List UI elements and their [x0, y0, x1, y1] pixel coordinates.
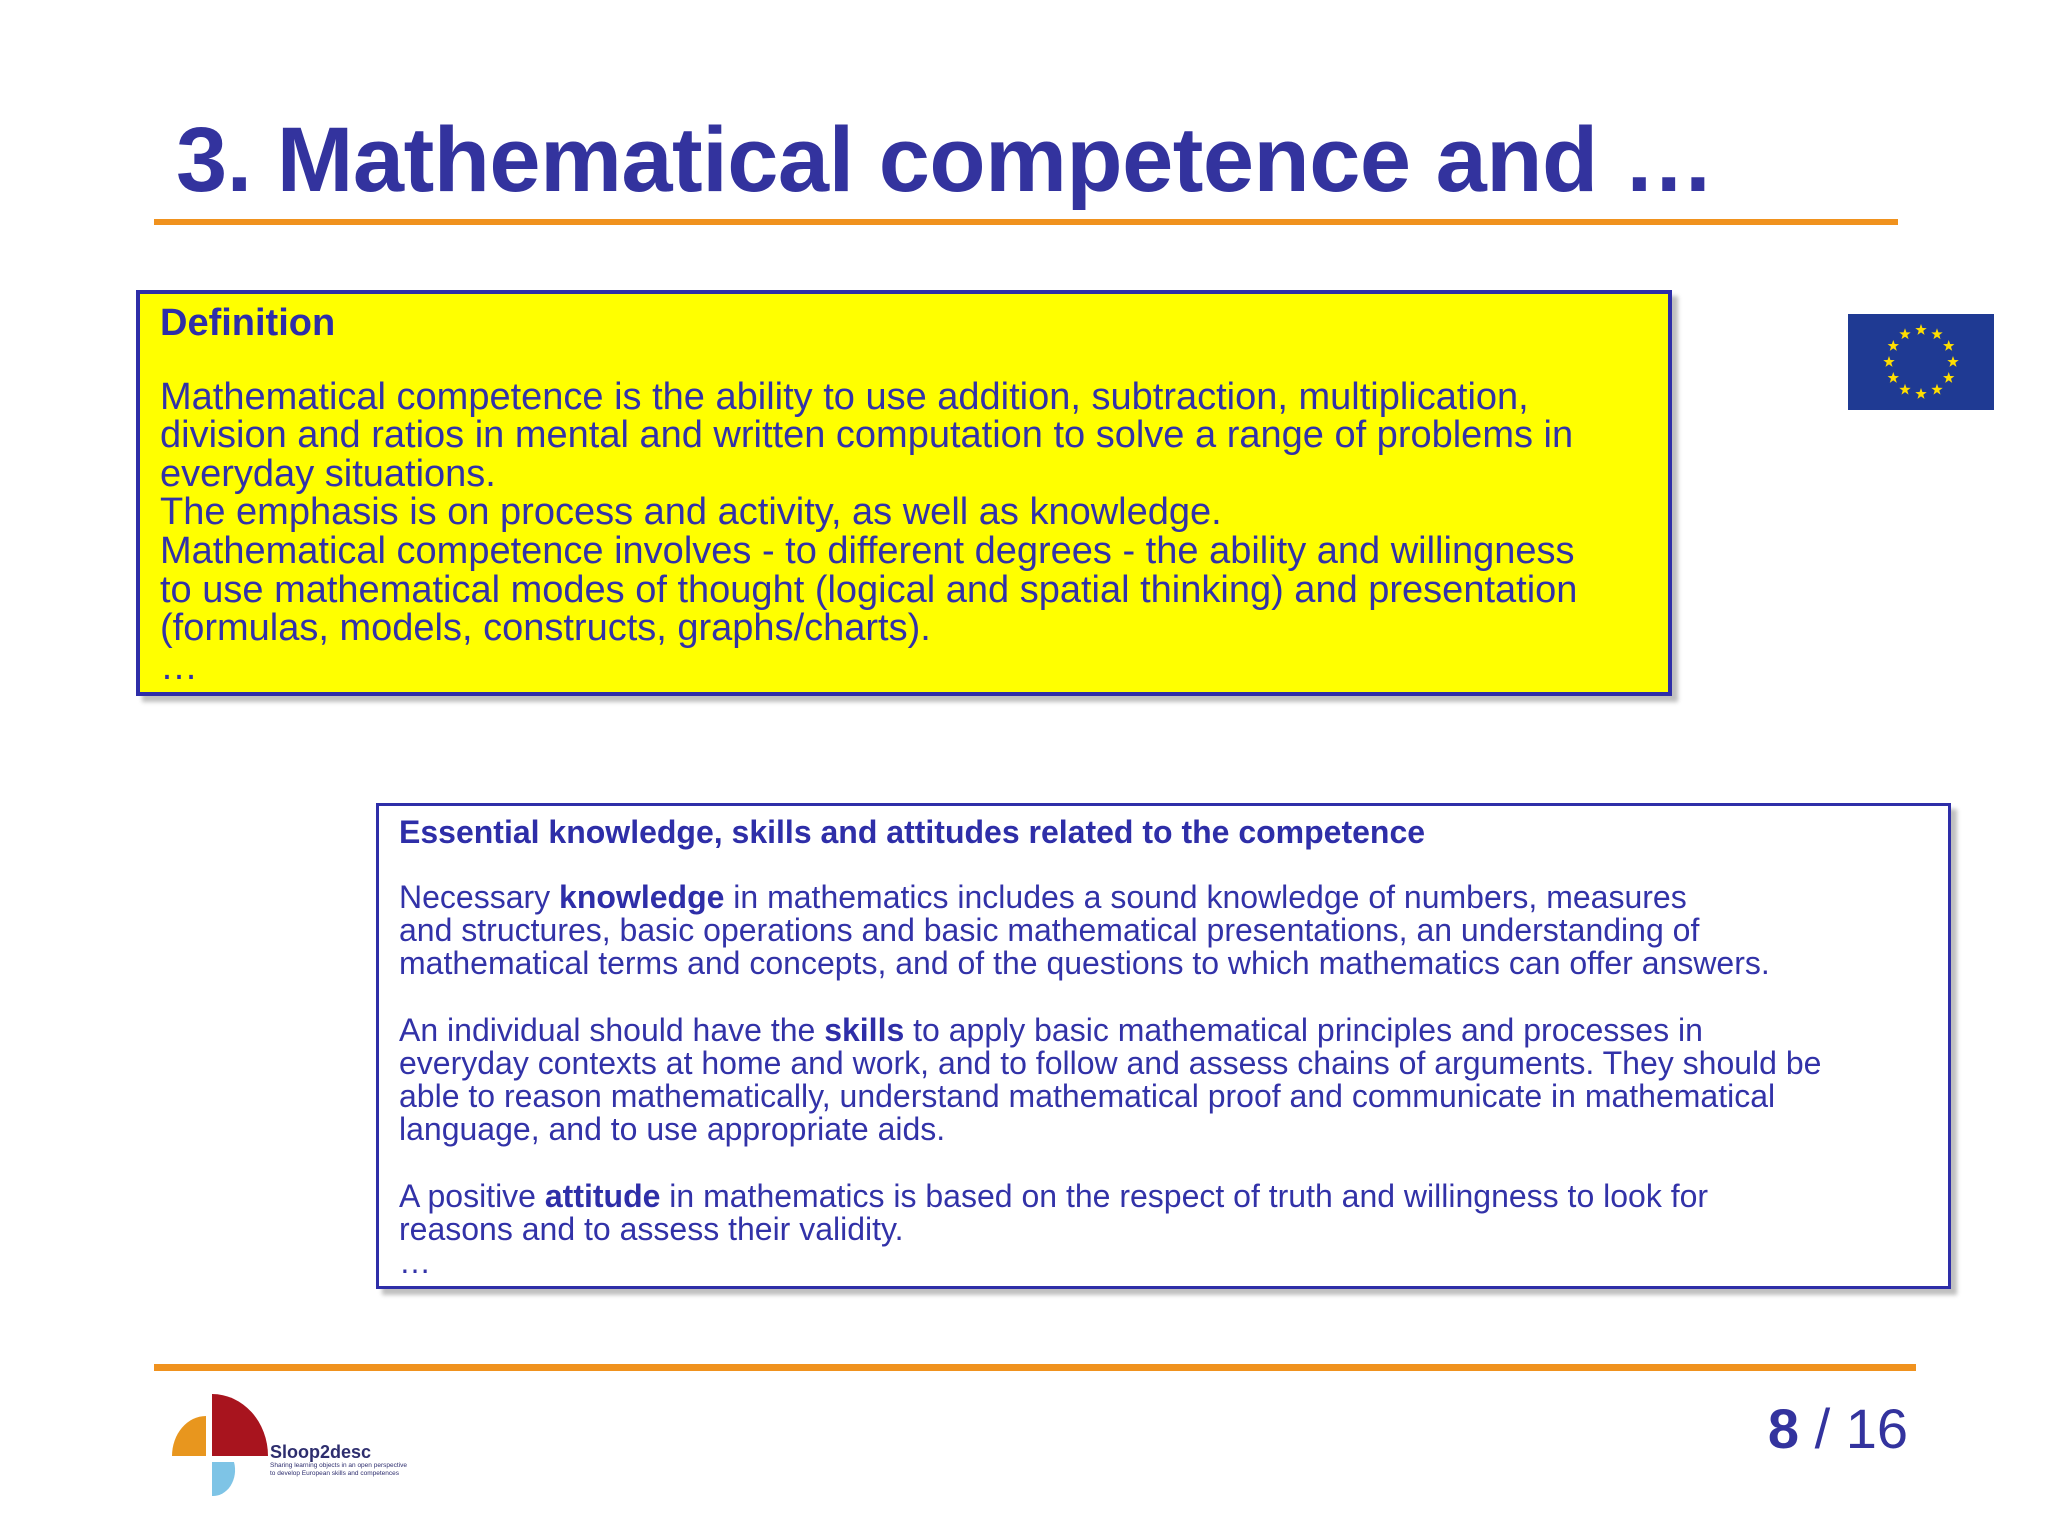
- skills-paragraph: [399, 1011, 1928, 1048]
- definition-line: division and ratios in mental and written computation to solve a range of problems in: [160, 414, 1574, 457]
- definition-text: [160, 375, 1648, 688]
- slide-title: 3. Mathematical competence and …: [176, 109, 1715, 211]
- eu-flag-icon: [1848, 314, 1994, 410]
- attitude-post: in mathematics is based on the respect of truth and willingness to look for: [660, 1177, 1709, 1214]
- definition-line: The emphasis is on process and activity, as well as knowledge.: [160, 491, 1222, 534]
- definition-line: everyday situations.: [160, 452, 496, 495]
- definition-heading: Definition: [160, 302, 336, 344]
- page-separator: /: [1814, 1397, 1831, 1460]
- attitude-paragraph: [399, 1177, 1928, 1214]
- attitude-keyword: attitude: [544, 1177, 661, 1214]
- definition-line: Mathematical competence involves - to different degrees - the ability and willingness: [160, 530, 1575, 573]
- essentials-heading: Essential knowledge, skills and attitudes related to the competence: [399, 814, 1426, 850]
- knowledge-keyword: knowledge: [559, 878, 725, 915]
- skills-line: language, and to use appropriate aids.: [399, 1110, 946, 1147]
- footer-divider: [154, 1364, 1916, 1371]
- knowledge-paragraph: [399, 878, 1928, 915]
- logo-tagline: [270, 1462, 407, 1478]
- skills-keyword: skills: [824, 1011, 905, 1048]
- definition-line: to use mathematical modes of thought (logical and spatial thinking) and presentation: [160, 568, 1578, 611]
- attitude-line: …: [399, 1243, 431, 1280]
- definition-box: [136, 290, 1672, 696]
- definition-line: (formulas, models, constructs, graphs/charts).: [160, 607, 931, 650]
- title-divider: [154, 219, 1898, 225]
- knowledge-post: in mathematics includes a sound knowledge of numbers, measures: [724, 878, 1687, 915]
- skills-pre: An individual should have the: [399, 1011, 825, 1048]
- attitude-line: reasons and to assess their validity.: [399, 1210, 904, 1247]
- skills-post: to apply basic mathematical principles and processes in: [904, 1011, 1703, 1048]
- definition-line: Mathematical competence is the ability to use addition, subtraction, multiplication,: [160, 375, 1529, 418]
- total-pages: 16: [1845, 1397, 1908, 1460]
- page-number: [1768, 1396, 1908, 1461]
- attitude-pre: A positive: [399, 1177, 545, 1214]
- definition-line: …: [160, 645, 198, 688]
- logo-tagline-1: Sharing learning objects in an open perspective: [270, 1462, 407, 1469]
- knowledge-line: and structures, basic operations and basic mathematical presentations, an understanding of: [399, 911, 1700, 948]
- logo-name: Sloop2desc: [270, 1442, 372, 1462]
- knowledge-pre: Necessary: [399, 878, 560, 915]
- logo-tagline-2: to develop European skills and competences: [270, 1470, 399, 1477]
- skills-line: everyday contexts at home and work, and to follow and assess chains of arguments. They should be: [399, 1044, 1822, 1081]
- essentials-box: [376, 803, 1951, 1289]
- skills-line: able to reason mathematically, understand mathematical proof and communicate in mathematical: [399, 1077, 1776, 1114]
- knowledge-line: mathematical terms and concepts, and of the questions to which mathematics can offer answers.: [399, 944, 1770, 981]
- current-page: 8: [1767, 1397, 1800, 1460]
